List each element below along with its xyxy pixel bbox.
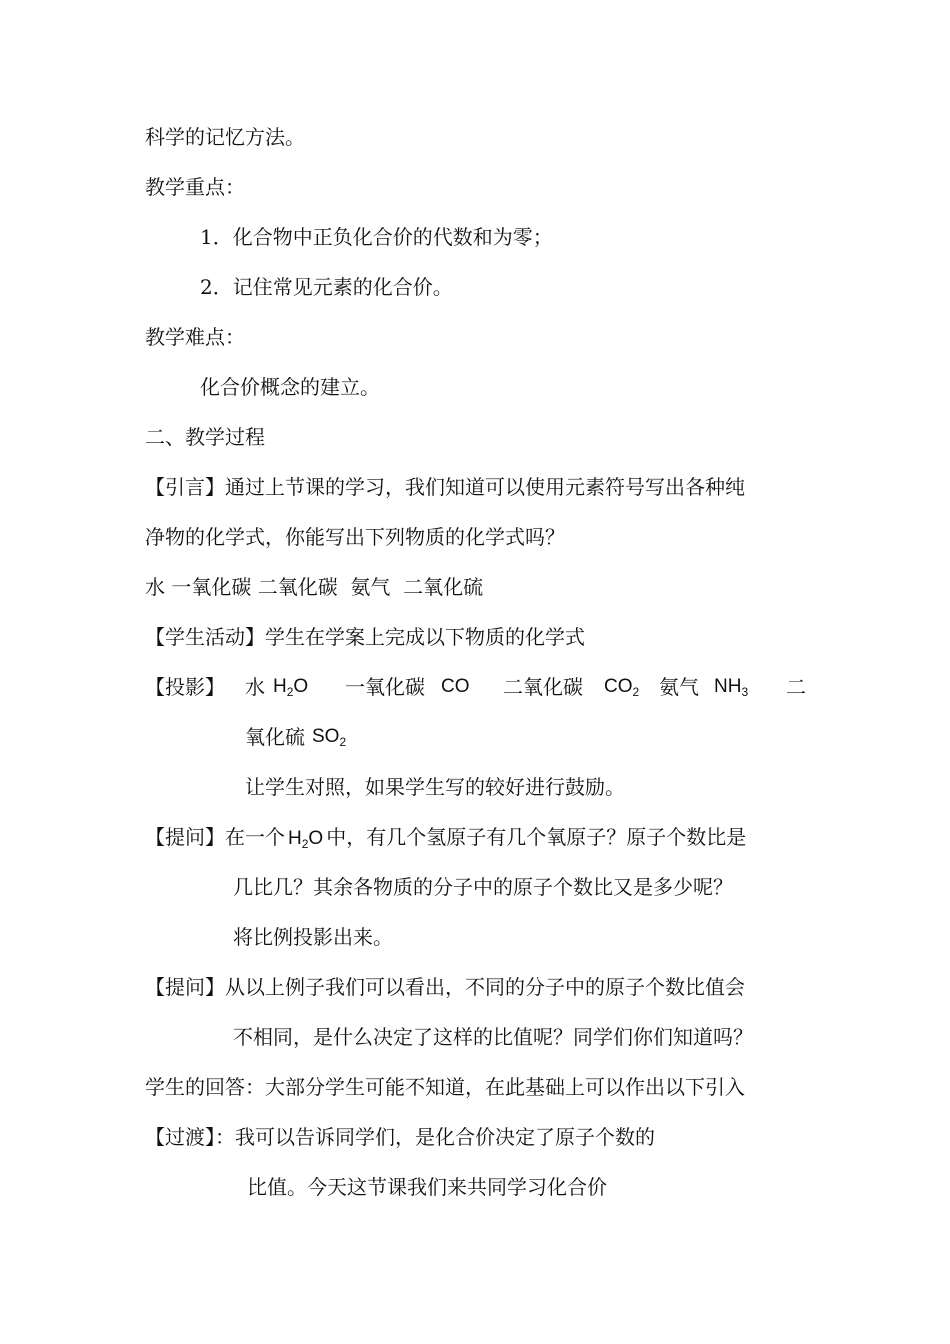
formula-co: CO: [441, 676, 470, 697]
projection-tag: 【投影】: [145, 675, 225, 699]
substance-name-water: 水: [245, 675, 265, 699]
question-text: 几比几？其余各物质的分子中的原子个数比又是多少呢？: [233, 875, 733, 899]
text-line: 化合价概念的建立。: [200, 375, 380, 399]
formula-co2: $CO_2$: [604, 676, 640, 699]
question-text: 【提问】在一个 $H_2O$ 中，有几个氢原子有几个氧原子？原子个数比是: [145, 825, 747, 851]
text-line: 让学生对照，如果学生写的较好进行鼓励。: [245, 775, 625, 799]
transition-text: 比值。今天这节课我们来共同学习化合价: [247, 1175, 607, 1199]
list-item: 1．化合物中正负化合价的代数和为零；: [200, 225, 553, 249]
substance-name-so2-part2: 氧化硫: [245, 725, 305, 749]
question-text: 【提问】从以上例子我们可以看出，不同的分子中的原子个数比值会: [145, 975, 745, 999]
question-text: 不相同，是什么决定了这样的比值呢？同学们你们知道吗？: [233, 1025, 753, 1049]
text-line: 科学的记忆方法。: [145, 125, 305, 149]
section-heading-process: 二、教学过程: [145, 425, 265, 449]
list-item: 2．记住常见元素的化合价。: [200, 275, 453, 299]
text-line: 【引言】通过上节课的学习，我们知道可以使用元素符号写出各种纯: [145, 475, 745, 499]
substance-name-co: 一氧化碳: [345, 675, 425, 699]
substance-name-co2: 二氧化碳: [503, 675, 583, 699]
text-line: 学生的回答：大部分学生可能不知道，在此基础上可以作出以下引入: [145, 1075, 745, 1099]
substance-name-so2-part1: 二: [786, 675, 806, 699]
text-line: 【学生活动】学生在学案上完成以下物质的化学式: [145, 625, 585, 649]
text-line: 净物的化学式，你能写出下列物质的化学式吗？: [145, 525, 565, 549]
section-heading-difficulty: 教学难点：: [145, 325, 245, 349]
formula-h2o: $H_2O$: [273, 676, 309, 699]
formula-nh3: $NH_3$: [714, 676, 749, 699]
substance-list: 水 一氧化碳 二氧化碳 氨气 二氧化硫: [145, 575, 484, 599]
formula-h2o: $H_2O$: [288, 828, 324, 851]
section-heading-key-points: 教学重点：: [145, 175, 245, 199]
question-text: 将比例投影出来。: [233, 925, 393, 949]
transition-text: 【过渡】：我可以告诉同学们，是化合价决定了原子个数的: [145, 1125, 655, 1149]
formula-so2: $SO_2$: [312, 726, 347, 749]
substance-name-nh3: 氨气: [659, 675, 699, 699]
